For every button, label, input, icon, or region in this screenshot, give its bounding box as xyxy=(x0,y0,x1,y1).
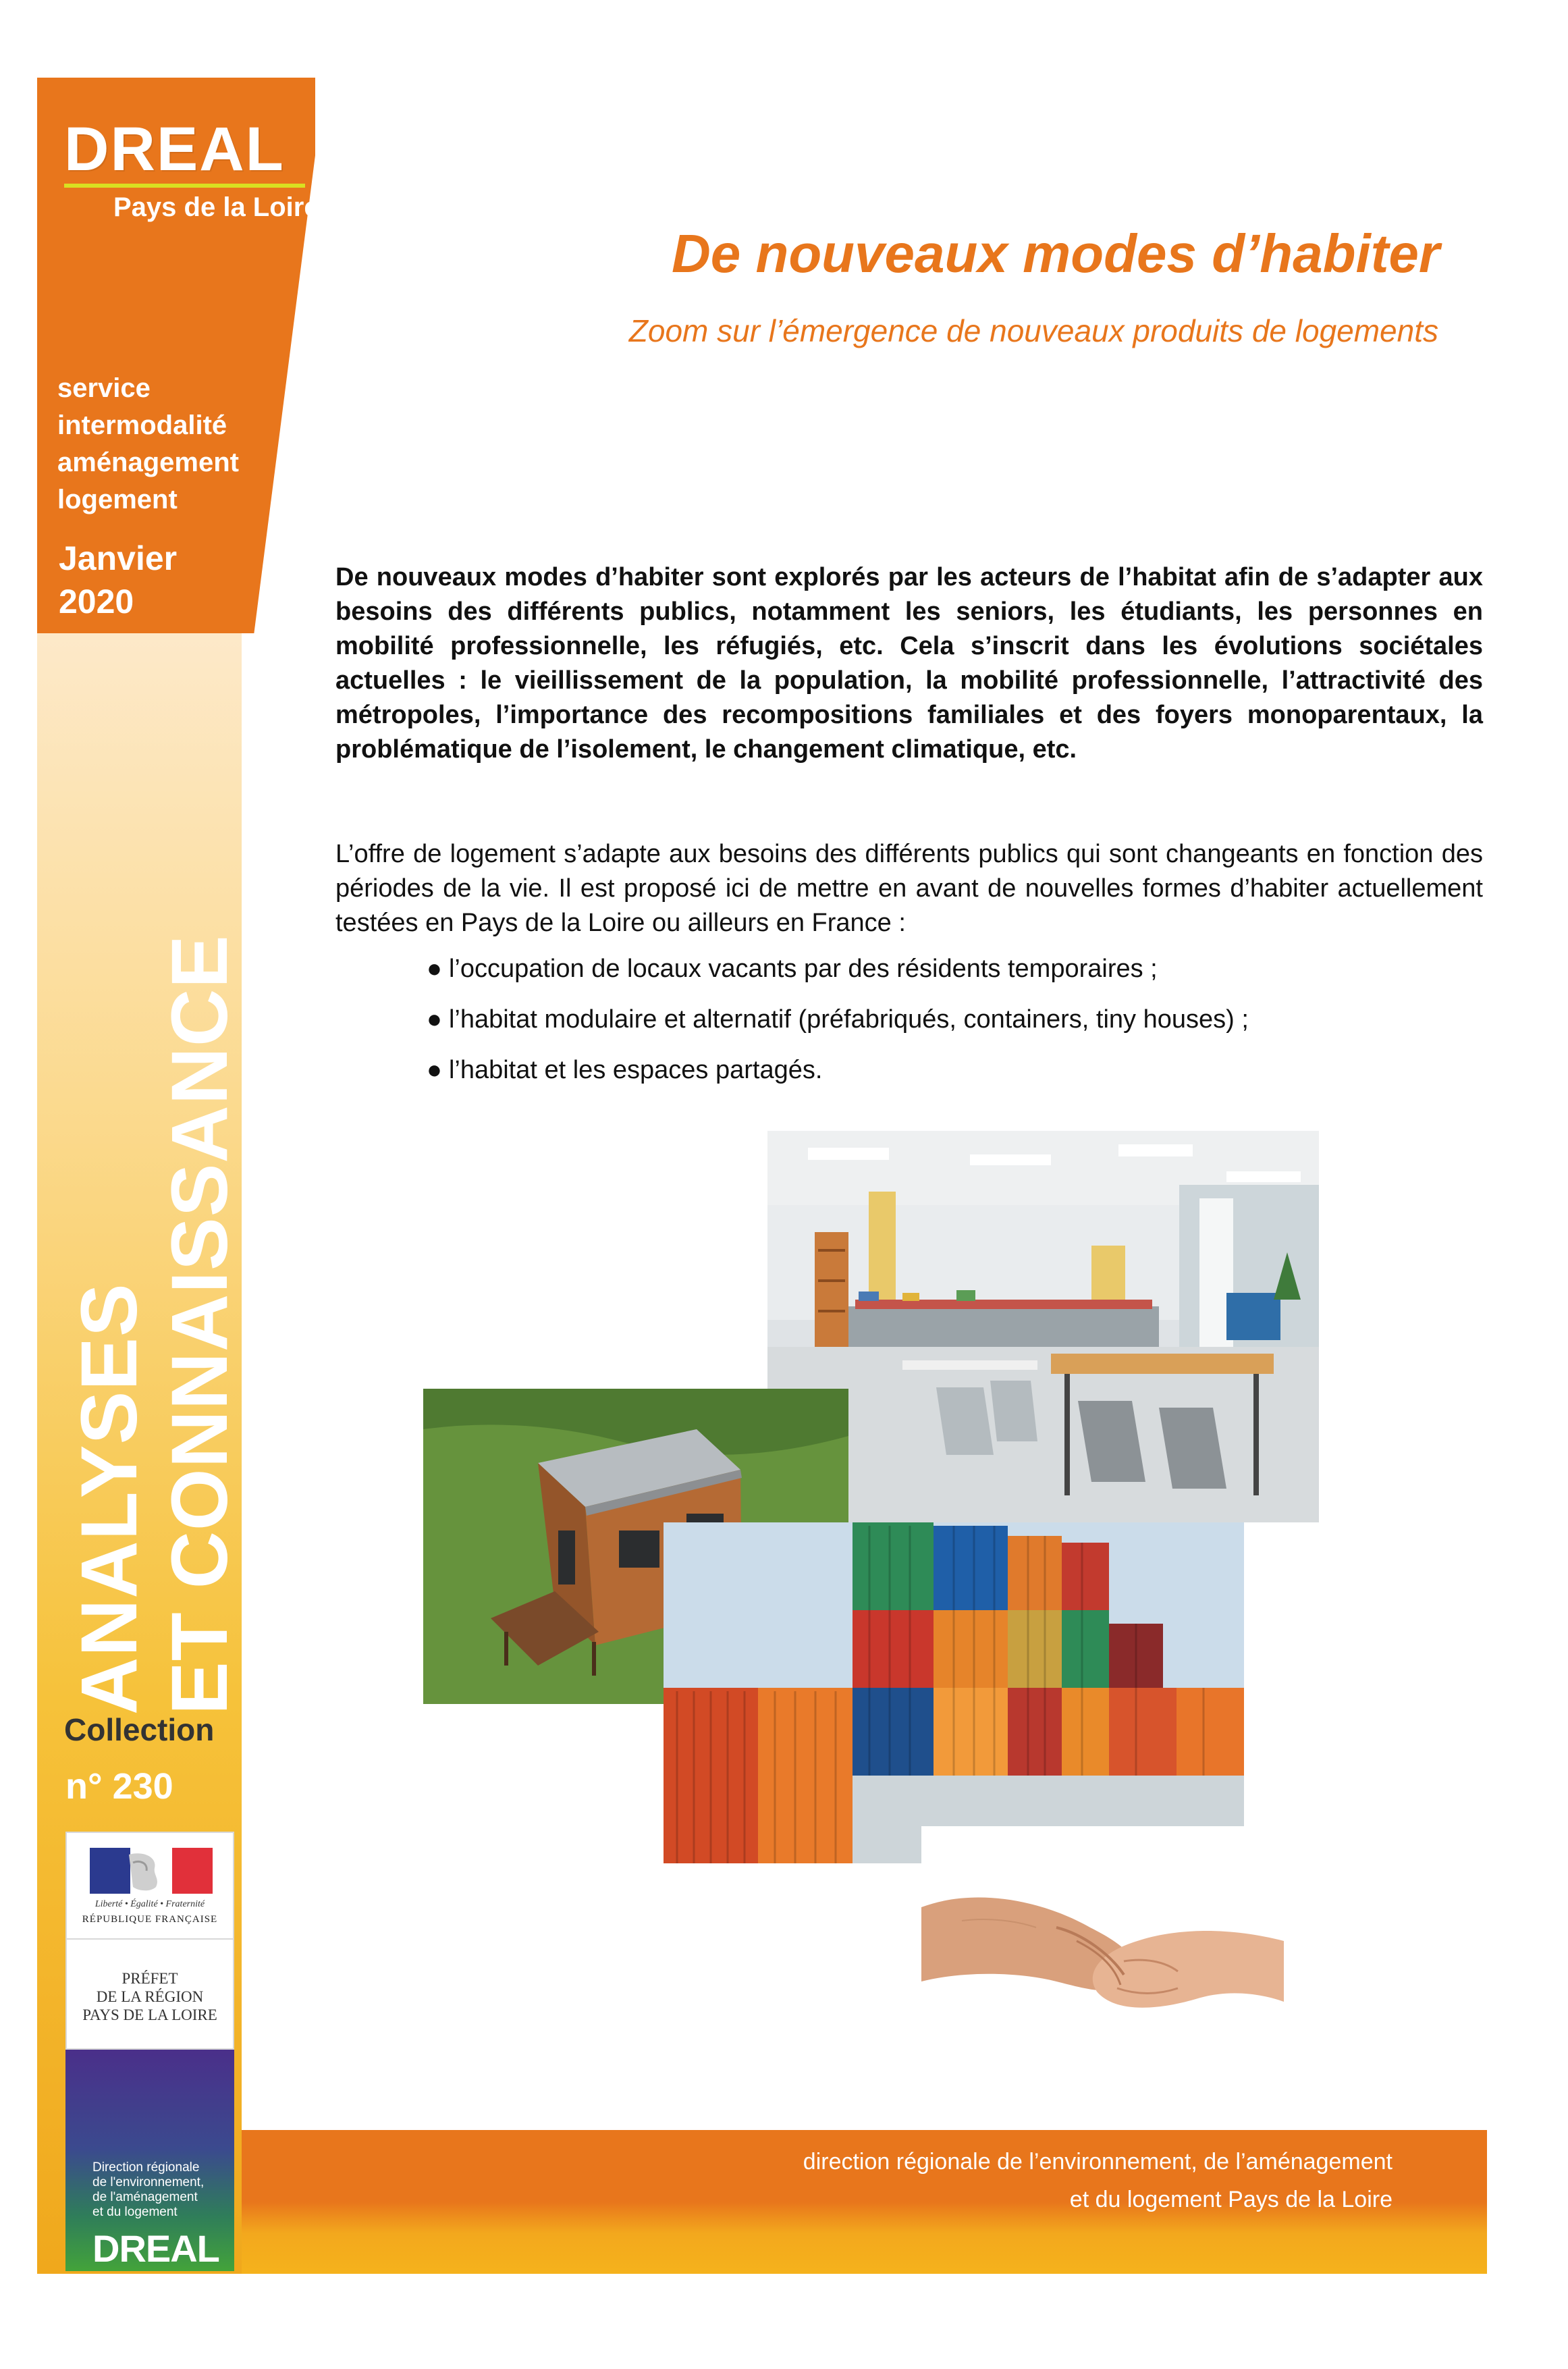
collection-line: ET CONNAISSANCE xyxy=(155,934,244,1715)
bullet-list xyxy=(427,952,1249,1104)
republique-name: RÉPUBLIQUE FRANÇAISE xyxy=(82,1914,218,1925)
footer-line: et du logement Pays de la Loire xyxy=(1069,2187,1393,2212)
bullet-icon: ● xyxy=(427,955,442,983)
list-item-text: l’habitat modulaire et alternatif (préfabriqués, containers, tiny houses) ; xyxy=(448,1005,1249,1034)
service-line: service xyxy=(57,373,151,403)
dreal-logo-subtitle: Pays de la Loire xyxy=(113,192,319,222)
collection-title-vertical xyxy=(64,934,245,1715)
collection-label: Collection xyxy=(64,1712,215,1747)
dreal-institution-logo xyxy=(65,2050,234,2271)
prefet-line: PAYS DE LA LOIRE xyxy=(82,2006,217,2023)
marianne-flag-icon xyxy=(90,1848,213,1894)
republique-motto: Liberté • Égalité • Fraternité xyxy=(94,1899,205,1909)
footer-text xyxy=(803,2143,1393,2218)
list-item-text: l’habitat et les espaces partagés. xyxy=(448,1056,823,1084)
page-title: De nouveaux modes d’habiter xyxy=(671,223,1440,284)
bullet-icon: ● xyxy=(427,1056,442,1084)
service-line: aménagement xyxy=(57,448,239,477)
dreal-institution-name xyxy=(92,2160,204,2220)
date-month: Janvier xyxy=(59,539,178,577)
collection-number: n° 230 xyxy=(65,1766,173,1807)
dreal-institution-line: et du logement xyxy=(92,2205,178,2219)
service-line: logement xyxy=(57,485,178,514)
republique-francaise-logo xyxy=(65,1832,234,1940)
prefet-line: PRÉFET xyxy=(121,1970,178,1987)
intro-paragraph: De nouveaux modes d’habiter sont explorés par les acteurs de l’habitat afin de s’adapter aux besoins des différents publics, notamment les seniors, les étudiants, les personnes en mobilité professionnelle, les réfugiés, etc. Cela s’inscrit dans les évolutions sociétales actuelles : le vieillissement de la population, la mobilité professionnelle, l’attractivité des métropoles, l’importance des recompositions familiales et des foyers monoparentaux, la problématique de l’isolement, le changement climatique, etc. xyxy=(335,563,1483,764)
dreal-institution-logo-text: DREAL xyxy=(92,2227,219,2270)
collection-line: ANALYSES xyxy=(65,1283,154,1715)
page-subtitle: Zoom sur l’émergence de nouveaux produits de logements xyxy=(628,313,1438,348)
date-year: 2020 xyxy=(59,583,134,620)
dreal-institution-line: Direction régionale xyxy=(92,2160,200,2175)
photo-shipping-containers xyxy=(664,1522,1244,1863)
service-name xyxy=(57,370,239,518)
photo-shared-office-space xyxy=(767,1131,1319,1522)
list-item xyxy=(427,1003,1249,1053)
service-line: intermodalité xyxy=(57,410,227,440)
prefet-text xyxy=(67,1969,233,2024)
list-item xyxy=(427,952,1249,1003)
footer-line: direction régionale de l’environnement, de l’aménagement xyxy=(803,2149,1393,2175)
prefet-block xyxy=(65,1940,234,2050)
publication-date xyxy=(59,537,177,623)
bullet-icon: ● xyxy=(427,1005,442,1034)
dreal-logo-title: DREAL xyxy=(64,115,285,184)
dreal-logo-underline xyxy=(64,184,305,188)
prefet-line: DE LA RÉGION xyxy=(96,1988,204,2005)
list-item-text: l’occupation de locaux vacants par des résidents temporaires ; xyxy=(448,955,1158,983)
list-item xyxy=(427,1053,1249,1104)
photo-holding-hands xyxy=(921,1826,1284,2079)
dreal-institution-line: de l'environnement, xyxy=(92,2175,205,2189)
dreal-institution-line: de l'aménagement xyxy=(92,2190,198,2204)
body-paragraph: L’offre de logement s’adapte aux besoins des différents publics qui sont changeants en fonction des périodes de la vie. Il est proposé ici de mettre en avant de nouvelles formes d’habiter actuellement testées en Pays de la Loire ou ailleurs en France : xyxy=(335,840,1483,937)
